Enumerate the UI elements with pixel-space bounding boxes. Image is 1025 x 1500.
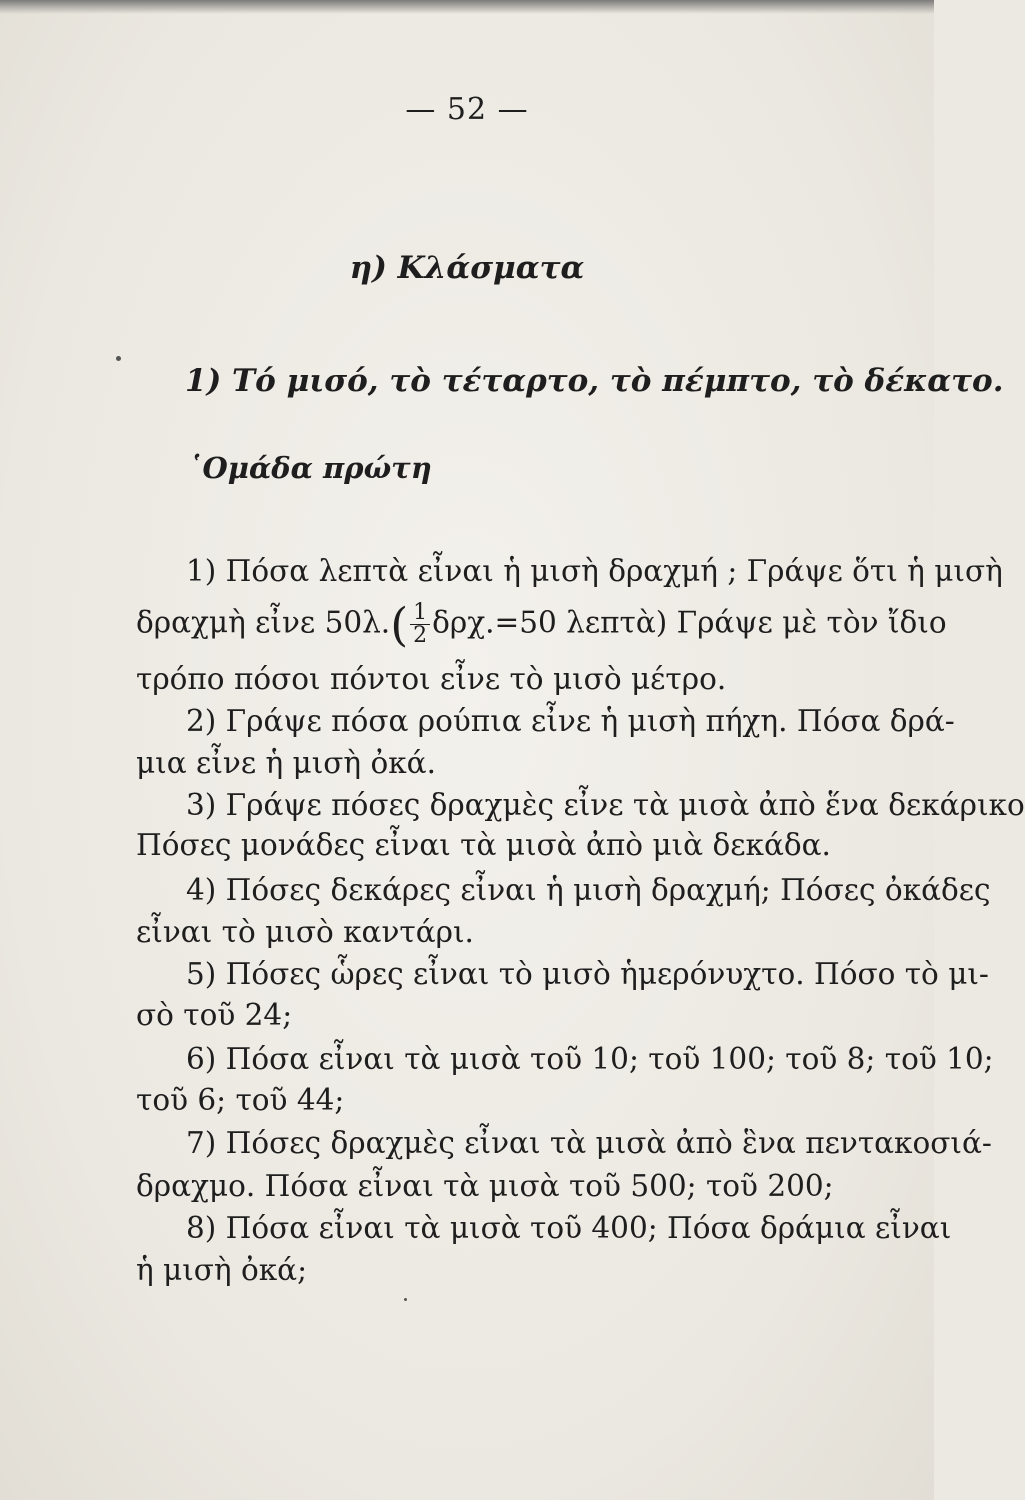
fraction-one-half [410,602,430,647]
ink-speck [404,1298,407,1301]
fraction-numerator: 1 [410,602,430,625]
group-title: ῾Ομάδα πρώτη [188,451,432,485]
subsection-title: 1) Τό μισό, τὸ τέταρτο, τὸ πέμπτο, τὸ δέκατο. [185,363,1004,399]
exercise-7-line-1: 7) Πόσες δραχμὲς εἶναι τὰ μισὰ ἀπὸ ἓνα πεντακοσιά- [186,1126,992,1160]
exercise-4-line-1: 4) Πόσες δεκάρες εἶναι ἡ μισὴ δραχμή; Πόσες ὀκάδες [186,873,991,907]
exercise-6-line-2: τοῦ 6; τοῦ 44; [136,1083,345,1117]
exercise-1-line-2 [136,597,947,652]
exercise-1-line-2-pre: δραχμὴ εἶνε 50λ. [136,605,391,640]
exercise-4-line-2: εἶναι τὸ μισὸ καντάρι. [136,915,474,949]
exercise-3-line-1: 3) Γράψε πόσες δραχμὲς εἶνε τὰ μισὰ ἀπὸ ἕνα δεκάρικο [186,788,1025,822]
ink-speck [116,356,121,361]
exercise-8-line-1: 8) Πόσα εἶναι τὰ μισὰ τοῦ 400; Πόσα δράμια εἶναι [186,1211,952,1245]
exercise-7-line-2: δραχμο. Πόσα εἶναι τὰ μισὰ τοῦ 500; τοῦ 200; [136,1169,834,1203]
section-title: η) Κλάσματα [349,250,585,286]
open-paren: ( [390,597,409,652]
exercise-2-line-2: μια εἶνε ἡ μισὴ ὀκά. [136,746,436,780]
exercise-8-line-2: ἡ μισὴ ὀκά; [136,1253,308,1287]
exercise-5-line-1: 5) Πόσες ὧρες εἶναι τὸ μισὸ ἡμερόνυχτο. Πόσο τὸ μι- [186,957,989,991]
exercise-1-line-2-post: δρχ.=50 λεπτὰ) Γράψε μὲ τὸν ἴδιο [432,605,947,640]
exercise-1-line-1: 1) Πόσα λεπτὰ εἶναι ἡ μισὴ δραχμή ; Γράψε ὅτι ἡ μισὴ [186,554,1003,588]
exercise-3-line-2: Πόσες μονάδες εἶναι τὰ μισὰ ἀπὸ μιὰ δεκάδα. [136,828,831,862]
fraction-denominator: 2 [413,623,428,648]
exercise-1-line-3: τρόπο πόσοι πόντοι εἶνε τὸ μισὸ μέτρο. [136,662,727,696]
exercise-6-line-1: 6) Πόσα εἶναι τὰ μισὰ τοῦ 10; τοῦ 100; τοῦ 8; τοῦ 10; [186,1042,994,1076]
exercise-5-line-2: σὸ τοῦ 24; [136,998,293,1032]
page-number: — 52 — [405,92,529,127]
exercise-2-line-1: 2) Γράψε πόσα ρούπια εἶνε ἡ μισὴ πήχη. Πόσα δρά- [186,704,955,738]
page-top-edge-shadow [0,0,934,14]
